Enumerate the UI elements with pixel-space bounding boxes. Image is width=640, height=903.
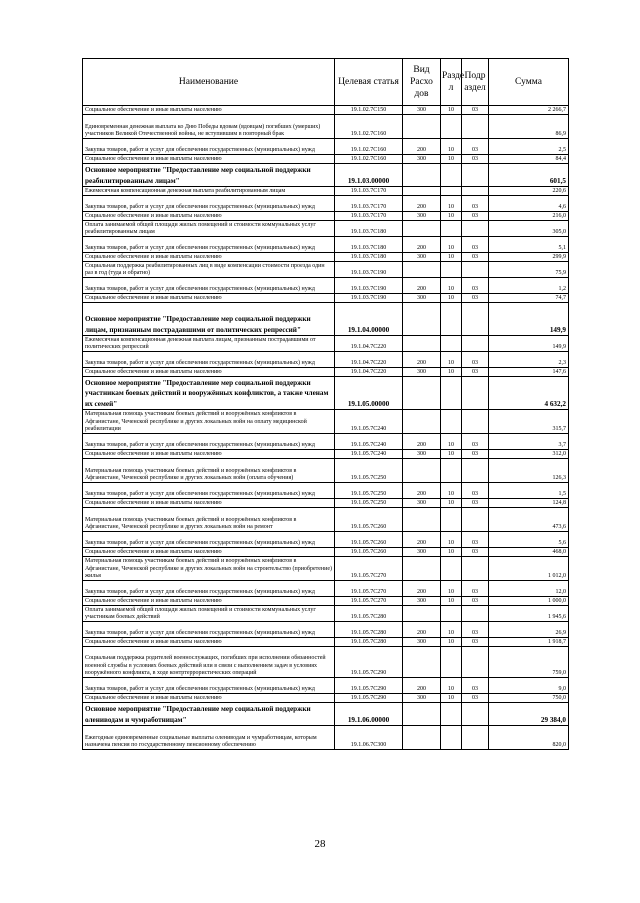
cell-sum: 126,3	[489, 459, 569, 483]
cell-sum: 75,9	[489, 262, 569, 278]
table-row	[83, 294, 569, 303]
cell-name: Закупка товаров, работ и услуг для обеспечения государственных (муниципальных) нужд	[83, 196, 335, 212]
cell-subsection	[462, 647, 489, 678]
cell-name: Материальная помощь участникам боевых действий и вооружённых конфликтов в Афганистане, Чеченской республике и других локальных войн на ремонт	[83, 508, 335, 532]
table-row	[83, 694, 569, 703]
cell-subsection	[462, 508, 489, 532]
cell-subsection: 03	[462, 638, 489, 647]
cell-sum: 220,6	[489, 187, 569, 196]
cell-section	[441, 459, 462, 483]
table-row	[83, 221, 569, 237]
cell-target-article: 19.1.04.00000	[335, 303, 403, 336]
cell-name: Социальная поддержка родителей военнослужащих, погибших при исполнении обязанностей военной службы в условиях боевых действий или в связи с выполнением задач в условиях вооружённого конфликта, в ходе контртеррористических операций	[83, 647, 335, 678]
cell-name: Оплата занимаемой общей площади жилых помещений и стоимости коммунальных услуг реабилитированным лицам	[83, 221, 335, 237]
cell-expense-type	[403, 187, 441, 196]
cell-subsection: 03	[462, 368, 489, 377]
cell-name: Социальное обеспечение и иные выплаты населению	[83, 450, 335, 459]
cell-section: 10	[441, 483, 462, 499]
cell-target-article: 19.1.03.7С180	[335, 237, 403, 253]
table-row	[83, 352, 569, 368]
cell-target-article: 19.1.05.7С250	[335, 483, 403, 499]
cell-target-article: 19.1.05.7С260	[335, 532, 403, 548]
cell-section: 10	[441, 548, 462, 557]
cell-target-article: 19.1.03.00000	[335, 164, 403, 187]
cell-sum: 1,2	[489, 278, 569, 294]
cell-expense-type: 200	[403, 678, 441, 694]
cell-name: Закупка товаров, работ и услуг для обеспечения государственных (муниципальных) нужд	[83, 278, 335, 294]
cell-name: Социальное обеспечение и иные выплаты населению	[83, 253, 335, 262]
cell-sum: 26,9	[489, 622, 569, 638]
cell-section	[441, 336, 462, 352]
cell-sum: 216,0	[489, 212, 569, 221]
cell-subsection	[462, 303, 489, 336]
cell-target-article: 19.1.05.7С240	[335, 434, 403, 450]
header-section: Разде л	[441, 59, 462, 106]
cell-sum: 84,4	[489, 155, 569, 164]
table-row	[83, 262, 569, 278]
cell-section: 10	[441, 638, 462, 647]
cell-expense-type: 300	[403, 368, 441, 377]
cell-expense-type: 300	[403, 638, 441, 647]
cell-name: Социальное обеспечение и иные выплаты населению	[83, 368, 335, 377]
table-row	[83, 532, 569, 548]
cell-name: Материальная помощь участникам боевых действий и вооружённых конфликтов в Афганистане, Чеченской республике и других локальных войн (оплата обучения)	[83, 459, 335, 483]
cell-section: 10	[441, 499, 462, 508]
table-row	[83, 557, 569, 581]
cell-target-article: 19.1.03.7С170	[335, 212, 403, 221]
table-row	[83, 499, 569, 508]
cell-target-article: 19.1.03.7С170	[335, 196, 403, 212]
cell-sum: 86,9	[489, 115, 569, 139]
cell-sum: 1 945,6	[489, 606, 569, 622]
cell-target-article: 19.1.05.7С290	[335, 647, 403, 678]
cell-subsection	[462, 115, 489, 139]
cell-sum: 5,6	[489, 532, 569, 548]
cell-section: 10	[441, 139, 462, 155]
cell-expense-type: 300	[403, 212, 441, 221]
cell-name: Основное мероприятие "Предоставление мер социальной поддержки лицам, признанным пострадавшими от политических репрессий"	[83, 303, 335, 336]
cell-expense-type	[403, 377, 441, 410]
cell-section: 10	[441, 106, 462, 115]
table-header-row	[83, 59, 569, 106]
cell-expense-type: 300	[403, 106, 441, 115]
table-row	[83, 196, 569, 212]
cell-target-article: 19.1.03.7С190	[335, 294, 403, 303]
cell-sum: 12,0	[489, 581, 569, 597]
cell-target-article: 19.1.05.7С240	[335, 450, 403, 459]
cell-target-article: 19.1.03.7С180	[335, 221, 403, 237]
cell-target-article: 19.1.04.7С220	[335, 352, 403, 368]
cell-subsection: 03	[462, 622, 489, 638]
cell-section: 10	[441, 368, 462, 377]
cell-name: Основное мероприятие "Предоставление мер социальной поддержки реабилитированным лицам"	[83, 164, 335, 187]
cell-target-article: 19.1.02.7С150	[335, 106, 403, 115]
table-row	[83, 450, 569, 459]
cell-subsection: 03	[462, 294, 489, 303]
cell-expense-type: 200	[403, 139, 441, 155]
cell-subsection: 03	[462, 694, 489, 703]
table-row	[83, 187, 569, 196]
cell-subsection	[462, 410, 489, 434]
table-row-section	[83, 703, 569, 726]
cell-expense-type: 300	[403, 597, 441, 606]
cell-subsection	[462, 262, 489, 278]
cell-target-article: 19.1.05.7С280	[335, 606, 403, 622]
cell-sum: 29 384,0	[489, 703, 569, 726]
cell-expense-type: 200	[403, 581, 441, 597]
cell-target-article: 19.1.02.7С160	[335, 115, 403, 139]
cell-target-article: 19.1.05.7С290	[335, 678, 403, 694]
cell-subsection	[462, 557, 489, 581]
cell-sum: 124,8	[489, 499, 569, 508]
cell-name: Закупка товаров, работ и услуг для обеспечения государственных (муниципальных) нужд	[83, 352, 335, 368]
table-row	[83, 336, 569, 352]
cell-subsection	[462, 187, 489, 196]
cell-subsection: 03	[462, 499, 489, 508]
cell-section: 10	[441, 196, 462, 212]
cell-name: Социальное обеспечение и иные выплаты населению	[83, 212, 335, 221]
cell-section: 10	[441, 253, 462, 262]
cell-name: Закупка товаров, работ и услуг для обеспечения государственных (муниципальных) нужд	[83, 139, 335, 155]
cell-section: 10	[441, 212, 462, 221]
cell-section	[441, 377, 462, 410]
cell-target-article: 19.1.05.7С260	[335, 508, 403, 532]
cell-section: 10	[441, 294, 462, 303]
cell-sum: 2,3	[489, 352, 569, 368]
cell-target-article: 19.1.04.7С220	[335, 336, 403, 352]
table-row	[83, 508, 569, 532]
cell-subsection: 03	[462, 548, 489, 557]
cell-expense-type	[403, 221, 441, 237]
cell-name: Основное мероприятие "Предоставление мер социальной поддержки олениводам и чумработницам"	[83, 703, 335, 726]
cell-expense-type: 200	[403, 483, 441, 499]
cell-section	[441, 164, 462, 187]
header-expense-type: Вид Расхо дов	[403, 59, 441, 106]
cell-sum: 4,6	[489, 196, 569, 212]
table-row-section	[83, 377, 569, 410]
cell-section: 10	[441, 278, 462, 294]
cell-target-article: 19.1.05.7С270	[335, 597, 403, 606]
cell-section: 10	[441, 450, 462, 459]
cell-name: Социальное обеспечение и иные выплаты населению	[83, 155, 335, 164]
table-row	[83, 434, 569, 450]
cell-name: Социальное обеспечение и иные выплаты населению	[83, 548, 335, 557]
cell-target-article: 19.1.06.7С300	[335, 726, 403, 750]
cell-section	[441, 726, 462, 750]
cell-name: Закупка товаров, работ и услуг для обеспечения государственных (муниципальных) нужд	[83, 532, 335, 548]
document-page	[82, 58, 568, 750]
cell-expense-type	[403, 303, 441, 336]
cell-name: Ежемесячная компенсационная денежная выплата лицам, признанным пострадавшими от политических репрессий	[83, 336, 335, 352]
cell-section: 10	[441, 155, 462, 164]
cell-section: 10	[441, 434, 462, 450]
cell-section	[441, 557, 462, 581]
table-row	[83, 253, 569, 262]
cell-name: Закупка товаров, работ и услуг для обеспечения государственных (муниципальных) нужд	[83, 581, 335, 597]
cell-section	[441, 647, 462, 678]
cell-expense-type: 200	[403, 352, 441, 368]
cell-subsection: 03	[462, 196, 489, 212]
cell-expense-type	[403, 606, 441, 622]
cell-section	[441, 262, 462, 278]
cell-expense-type: 300	[403, 499, 441, 508]
cell-sum: 9,0	[489, 678, 569, 694]
cell-subsection	[462, 164, 489, 187]
cell-subsection: 03	[462, 106, 489, 115]
header-name: Наименование	[83, 59, 335, 106]
cell-name: Социальное обеспечение и иные выплаты населению	[83, 106, 335, 115]
cell-target-article: 19.1.05.7С270	[335, 557, 403, 581]
cell-section: 10	[441, 597, 462, 606]
cell-section: 10	[441, 581, 462, 597]
cell-expense-type	[403, 115, 441, 139]
cell-subsection	[462, 221, 489, 237]
table-row	[83, 459, 569, 483]
header-sum: Сумма	[489, 59, 569, 106]
cell-name: Социальное обеспечение и иные выплаты населению	[83, 638, 335, 647]
cell-name: Закупка товаров, работ и услуг для обеспечения государственных (муниципальных) нужд	[83, 678, 335, 694]
cell-subsection	[462, 703, 489, 726]
cell-section	[441, 221, 462, 237]
table-row	[83, 106, 569, 115]
cell-section: 10	[441, 678, 462, 694]
cell-sum: 2,5	[489, 139, 569, 155]
table-row	[83, 647, 569, 678]
cell-sum: 305,0	[489, 221, 569, 237]
cell-expense-type: 200	[403, 196, 441, 212]
cell-sum: 1 918,7	[489, 638, 569, 647]
cell-name: Социальное обеспечение и иные выплаты населению	[83, 597, 335, 606]
cell-expense-type: 300	[403, 294, 441, 303]
cell-sum: 759,0	[489, 647, 569, 678]
cell-subsection: 03	[462, 483, 489, 499]
table-row	[83, 212, 569, 221]
cell-sum: 750,0	[489, 694, 569, 703]
cell-sum: 820,0	[489, 726, 569, 750]
cell-sum: 601,5	[489, 164, 569, 187]
cell-target-article: 19.1.02.7С160	[335, 139, 403, 155]
cell-sum: 299,9	[489, 253, 569, 262]
cell-subsection: 03	[462, 581, 489, 597]
table-row	[83, 638, 569, 647]
cell-name: Единовременная денежная выплата ко Дню Победы вдовам (вдовцам) погибших (умерших) участников Великой Отечественной войны, не вступившим в повторный брак	[83, 115, 335, 139]
cell-subsection	[462, 459, 489, 483]
cell-section: 10	[441, 694, 462, 703]
cell-subsection	[462, 336, 489, 352]
cell-sum: 3,7	[489, 434, 569, 450]
header-target-article: Целевая статья	[335, 59, 403, 106]
cell-expense-type	[403, 557, 441, 581]
cell-expense-type	[403, 726, 441, 750]
cell-target-article: 19.1.05.7С250	[335, 499, 403, 508]
table-row-section	[83, 164, 569, 187]
cell-name: Ежемесячная компенсационная денежная выплата реабилитированным лицам	[83, 187, 335, 196]
cell-subsection: 03	[462, 352, 489, 368]
cell-name: Закупка товаров, работ и услуг для обеспечения государственных (муниципальных) нужд	[83, 483, 335, 499]
cell-target-article: 19.1.05.7С250	[335, 459, 403, 483]
cell-subsection: 03	[462, 278, 489, 294]
cell-target-article: 19.1.02.7С160	[335, 155, 403, 164]
table-row	[83, 622, 569, 638]
cell-name: Закупка товаров, работ и услуг для обеспечения государственных (муниципальных) нужд	[83, 622, 335, 638]
table-row	[83, 483, 569, 499]
cell-expense-type: 200	[403, 278, 441, 294]
header-subsection: Подр аздел	[462, 59, 489, 106]
cell-target-article: 19.1.06.00000	[335, 703, 403, 726]
table-row	[83, 237, 569, 253]
cell-section	[441, 508, 462, 532]
table-row	[83, 155, 569, 164]
budget-table	[82, 58, 569, 750]
table-row	[83, 548, 569, 557]
cell-target-article: 19.1.05.7С290	[335, 694, 403, 703]
cell-section	[441, 187, 462, 196]
cell-expense-type: 300	[403, 450, 441, 459]
cell-name: Закупка товаров, работ и услуг для обеспечения государственных (муниципальных) нужд	[83, 237, 335, 253]
cell-expense-type	[403, 508, 441, 532]
cell-sum: 1 012,0	[489, 557, 569, 581]
cell-subsection	[462, 606, 489, 622]
cell-expense-type	[403, 262, 441, 278]
cell-section	[441, 303, 462, 336]
cell-expense-type	[403, 703, 441, 726]
cell-name: Социальное обеспечение и иные выплаты населению	[83, 294, 335, 303]
cell-name: Закупка товаров, работ и услуг для обеспечения государственных (муниципальных) нужд	[83, 434, 335, 450]
cell-subsection: 03	[462, 139, 489, 155]
cell-sum: 147,6	[489, 368, 569, 377]
cell-target-article: 19.1.05.7С260	[335, 548, 403, 557]
cell-subsection: 03	[462, 212, 489, 221]
cell-section	[441, 703, 462, 726]
cell-sum: 315,7	[489, 410, 569, 434]
cell-subsection: 03	[462, 597, 489, 606]
table-row	[83, 139, 569, 155]
cell-target-article: 19.1.03.7С190	[335, 278, 403, 294]
cell-sum: 4 632,2	[489, 377, 569, 410]
cell-expense-type: 300	[403, 155, 441, 164]
cell-section: 10	[441, 352, 462, 368]
table-row	[83, 726, 569, 750]
table-row	[83, 278, 569, 294]
cell-expense-type: 300	[403, 548, 441, 557]
cell-sum: 149,9	[489, 303, 569, 336]
cell-sum: 312,0	[489, 450, 569, 459]
cell-subsection: 03	[462, 434, 489, 450]
cell-section: 10	[441, 532, 462, 548]
cell-target-article: 19.1.03.7С170	[335, 187, 403, 196]
cell-name: Ежегодные единовременные социальные выплаты олениводам и чумработницам, которым назначена пенсия по государственному пенсионному обеспечению	[83, 726, 335, 750]
cell-subsection	[462, 726, 489, 750]
cell-name: Основное мероприятие "Предоставление мер социальной поддержки участникам боевых действий и вооружённых конфликтов, а также членам их семей"	[83, 377, 335, 410]
cell-sum: 473,6	[489, 508, 569, 532]
cell-expense-type: 200	[403, 532, 441, 548]
cell-subsection	[462, 377, 489, 410]
cell-target-article: 19.1.03.7С180	[335, 253, 403, 262]
cell-sum: 149,9	[489, 336, 569, 352]
table-row	[83, 678, 569, 694]
cell-sum: 74,7	[489, 294, 569, 303]
cell-target-article: 19.1.04.7С220	[335, 368, 403, 377]
cell-expense-type: 200	[403, 237, 441, 253]
cell-target-article: 19.1.05.7С280	[335, 622, 403, 638]
cell-subsection: 03	[462, 155, 489, 164]
cell-section	[441, 115, 462, 139]
table-row	[83, 410, 569, 434]
cell-expense-type	[403, 459, 441, 483]
cell-expense-type: 200	[403, 622, 441, 638]
cell-target-article: 19.1.05.7С280	[335, 638, 403, 647]
table-row	[83, 606, 569, 622]
cell-expense-type: 300	[403, 253, 441, 262]
cell-target-article: 19.1.03.7С190	[335, 262, 403, 278]
table-row	[83, 115, 569, 139]
cell-sum: 1 000,0	[489, 597, 569, 606]
cell-expense-type	[403, 647, 441, 678]
cell-sum: 2 266,7	[489, 106, 569, 115]
cell-subsection: 03	[462, 532, 489, 548]
cell-name: Социальная поддержка реабилитированных лиц в виде компенсации стоимости проезда один раз в год (туда и обратно)	[83, 262, 335, 278]
table-row	[83, 597, 569, 606]
cell-name: Оплата занимаемой общей площади жилых помещений и стоимости коммунальных услуг участникам боевых действий	[83, 606, 335, 622]
cell-expense-type	[403, 410, 441, 434]
table-row-section	[83, 303, 569, 336]
cell-section	[441, 606, 462, 622]
page-number: 28	[314, 838, 326, 850]
cell-target-article: 19.1.05.00000	[335, 377, 403, 410]
table-row	[83, 581, 569, 597]
cell-name: Материальная помощь участникам боевых действий и вооружённых конфликтов в Афганистане, Чеченской республике и других локальных войн на оплату медицинской реабилитации	[83, 410, 335, 434]
cell-name: Социальное обеспечение и иные выплаты населению	[83, 499, 335, 508]
cell-target-article: 19.1.05.7С240	[335, 410, 403, 434]
cell-expense-type: 200	[403, 434, 441, 450]
cell-sum: 468,0	[489, 548, 569, 557]
cell-target-article: 19.1.05.7С270	[335, 581, 403, 597]
cell-name: Социальное обеспечение и иные выплаты населению	[83, 694, 335, 703]
cell-subsection: 03	[462, 678, 489, 694]
cell-sum: 5,1	[489, 237, 569, 253]
cell-sum: 1,5	[489, 483, 569, 499]
cell-section	[441, 410, 462, 434]
cell-subsection: 03	[462, 237, 489, 253]
cell-expense-type: 300	[403, 694, 441, 703]
cell-expense-type	[403, 164, 441, 187]
cell-section: 10	[441, 237, 462, 253]
cell-subsection: 03	[462, 253, 489, 262]
table-row	[83, 368, 569, 377]
cell-expense-type	[403, 336, 441, 352]
cell-section: 10	[441, 622, 462, 638]
cell-subsection: 03	[462, 450, 489, 459]
cell-name: Материальная помощь участникам боевых действий и вооружённых конфликтов в Афганистане, Чеченской республике и других локальных войн на строительство (приобретение) жилья	[83, 557, 335, 581]
